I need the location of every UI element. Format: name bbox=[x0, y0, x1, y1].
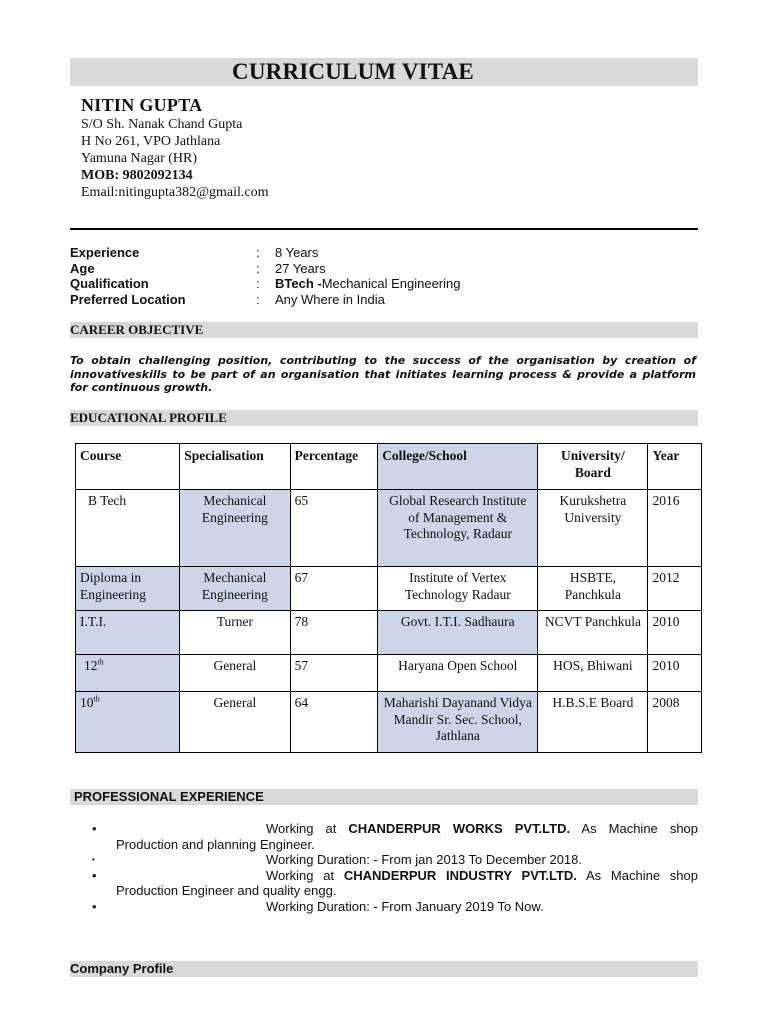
header-divider bbox=[70, 228, 698, 230]
cell-college: Haryana Open School bbox=[378, 655, 538, 692]
summary-value: 8 Years bbox=[275, 245, 319, 260]
cell-percentage: 78 bbox=[290, 611, 378, 655]
summary-label: Qualification bbox=[70, 276, 149, 291]
experience-text-post: As Machine shop Production Engineer and quality engg. bbox=[116, 867, 699, 898]
ordinal-suffix: th bbox=[97, 657, 104, 667]
summary-table bbox=[70, 245, 460, 307]
document-title: CURRICULUM VITAE bbox=[232, 59, 474, 84]
section-heading-company: Company Profile bbox=[70, 961, 174, 976]
cell-college: Govt. I.T.I. Sadhaura bbox=[378, 611, 538, 655]
cell-course: B Tech bbox=[76, 490, 180, 567]
mobile-number: MOB: 9802092134 bbox=[81, 168, 193, 183]
section-heading-career: CAREER OBJECTIVE bbox=[70, 322, 204, 337]
course-grade: 12 bbox=[84, 658, 98, 673]
experience-text-pre: Working at bbox=[266, 867, 344, 883]
cell-specialisation: General bbox=[180, 655, 290, 692]
bullet: • bbox=[92, 867, 97, 883]
list-item bbox=[92, 899, 698, 915]
contact-block bbox=[81, 94, 268, 201]
cell-year: 2008 bbox=[648, 692, 702, 753]
cell-board: NCVT Panchkula bbox=[538, 611, 648, 655]
cell-percentage: 67 bbox=[290, 567, 378, 611]
cell-board: HSBTE, Panchkula bbox=[538, 567, 648, 611]
section-heading-experience: PROFESSIONAL EXPERIENCE bbox=[74, 789, 264, 804]
cell-board: HOS, Bhiwani bbox=[538, 655, 648, 692]
cell-course: I.T.I. bbox=[76, 611, 180, 655]
cell-specialisation: Turner bbox=[180, 611, 290, 655]
experience-text-pre: Working at bbox=[266, 821, 349, 836]
address-line: H No 261, VPO Jathlana bbox=[81, 134, 221, 149]
summary-row-location bbox=[70, 292, 460, 308]
summary-row-experience bbox=[70, 245, 460, 261]
cell-course: Diploma in Engineering bbox=[76, 567, 180, 611]
email-address: Email:nitingupta382@gmail.com bbox=[81, 185, 269, 200]
experience-text-post: As Machine shop Production and planning Engineer. bbox=[116, 821, 699, 852]
education-table bbox=[75, 443, 702, 753]
cell-year: 2010 bbox=[648, 655, 702, 692]
experience-text bbox=[116, 868, 698, 899]
table-row bbox=[76, 611, 702, 655]
list-item bbox=[92, 868, 698, 899]
summary-label: Experience bbox=[70, 245, 140, 260]
bullet: • bbox=[92, 855, 95, 864]
table-header: Percentage bbox=[290, 444, 378, 490]
cell-course bbox=[76, 655, 180, 692]
address-line: Yamuna Nagar (HR) bbox=[81, 151, 197, 166]
cell-college: Institute of Vertex Technology Radaur bbox=[378, 567, 538, 611]
summary-value bbox=[275, 276, 460, 292]
summary-row-qualification bbox=[70, 276, 460, 292]
section-heading-education: EDUCATIONAL PROFILE bbox=[70, 410, 227, 425]
cell-board: H.B.S.E Board bbox=[538, 692, 648, 753]
cell-specialisation: Mechanical Engineering bbox=[180, 567, 290, 611]
list-item bbox=[92, 821, 698, 852]
table-row bbox=[76, 567, 702, 611]
cell-college: Global Research Institute of Management & Technology, Radaur bbox=[378, 490, 538, 567]
candidate-name: NITIN GUPTA bbox=[81, 95, 203, 115]
summary-value: 27 Years bbox=[275, 260, 326, 276]
table-row bbox=[76, 692, 702, 753]
summary-colon: : bbox=[256, 291, 260, 307]
table-row bbox=[76, 655, 702, 692]
table-header: Course bbox=[76, 444, 180, 490]
cell-percentage: 57 bbox=[290, 655, 378, 692]
experience-list bbox=[92, 821, 698, 914]
experience-text: Working Duration: - From January 2019 To Now. bbox=[266, 898, 544, 914]
summary-colon: : bbox=[256, 245, 260, 260]
summary-label: Age bbox=[70, 260, 95, 276]
company-name: CHANDERPUR INDUSTRY PVT.LTD. bbox=[343, 867, 577, 883]
cell-percentage: 64 bbox=[290, 692, 378, 753]
cell-college: Maharishi Dayanand Vidya Mandir Sr. Sec. School, Jathlana bbox=[378, 692, 538, 753]
cell-year: 2012 bbox=[648, 567, 702, 611]
cell-year: 2010 bbox=[648, 611, 702, 655]
ordinal-suffix: th bbox=[93, 694, 100, 704]
company-name: CHANDERPUR WORKS PVT.LTD. bbox=[348, 821, 571, 836]
address-line: S/O Sh. Nanak Chand Gupta bbox=[81, 117, 243, 132]
table-header: Specialisation bbox=[180, 444, 290, 490]
list-item bbox=[92, 852, 698, 868]
cell-board: Kurukshetra University bbox=[538, 490, 648, 567]
cell-percentage: 65 bbox=[290, 490, 378, 567]
cell-course bbox=[76, 692, 180, 753]
course-grade: 10 bbox=[80, 695, 94, 710]
table-header: University/ Board bbox=[538, 444, 648, 490]
cell-specialisation: Mechanical Engineering bbox=[180, 490, 290, 567]
summary-colon: : bbox=[256, 276, 260, 291]
cell-specialisation: General bbox=[180, 692, 290, 753]
table-header: College/School bbox=[378, 444, 538, 490]
career-objective-text: To obtain challenging position, contributing to the success of the organisation by creation of innovativeskills to be part of an organisation that initiates learning process & provide a platform for continuous growth. bbox=[70, 354, 696, 394]
bullet: • bbox=[92, 821, 97, 836]
qualification-field: Mechanical Engineering bbox=[321, 276, 461, 291]
experience-text bbox=[116, 821, 698, 852]
summary-colon: : bbox=[256, 260, 260, 276]
cell-year: 2016 bbox=[648, 490, 702, 567]
summary-value: Any Where in India bbox=[275, 291, 385, 307]
bullet: • bbox=[92, 898, 97, 914]
summary-label: Preferred Location bbox=[70, 291, 186, 307]
qualification-degree: BTech - bbox=[275, 276, 322, 291]
experience-text: Working Duration: - From jan 2013 To December 2018. bbox=[266, 852, 583, 867]
table-row bbox=[76, 490, 702, 567]
table-header-row bbox=[76, 444, 702, 490]
summary-row-age bbox=[70, 261, 460, 277]
table-header: Year bbox=[648, 444, 702, 490]
